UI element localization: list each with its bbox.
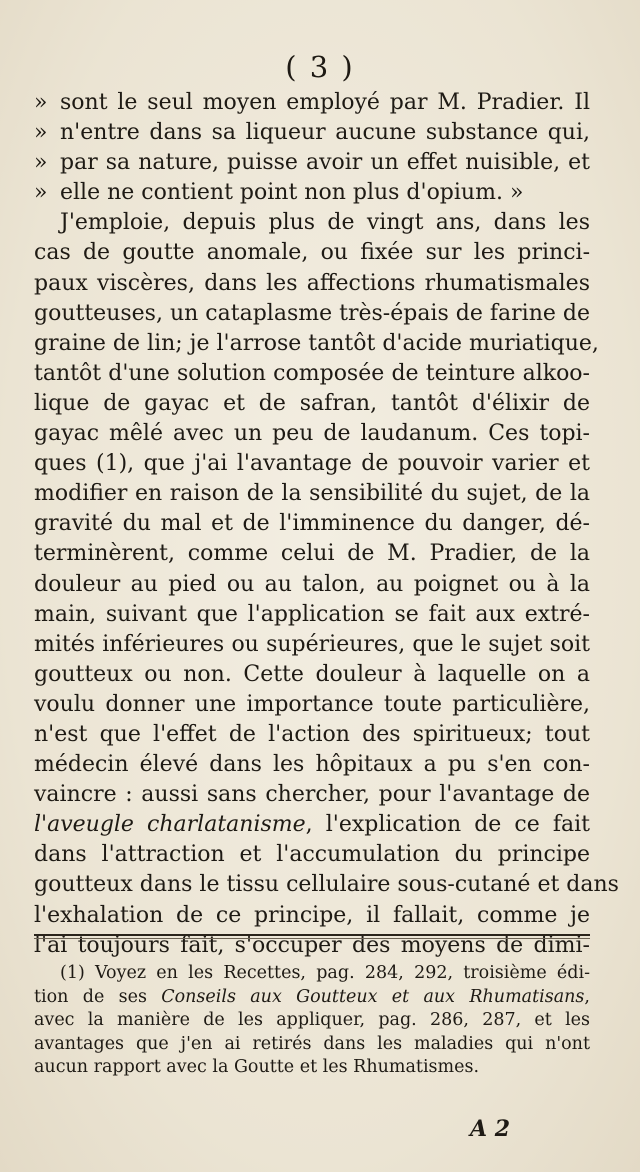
signature-mark: A 2 xyxy=(470,1116,511,1142)
text-line: goutteux dans le tissu cellulaire sous-cutané et dans xyxy=(34,872,619,898)
text-line: l'exhalation de ce principe, il fallait, comme je xyxy=(34,902,590,928)
text-line: graine de lin; je l'arrose tantôt d'acide muriatique, xyxy=(34,330,599,356)
text-line: paux viscères, dans les affections rhumatismales xyxy=(34,270,590,296)
footnote-line: avantages que j'en ai retirés dans les maladies qui n'ont xyxy=(34,1033,590,1054)
text-line: médecin élevé dans les hôpitaux a pu s'en con- xyxy=(34,752,590,778)
text-line: l'ai toujours fait, s'occuper des moyens de dimi- xyxy=(34,932,590,958)
text-line: voulu donner une importance toute particulière, xyxy=(34,691,590,717)
text-line: » n'entre dans sa liqueur aucune substance qui, xyxy=(34,118,590,148)
text-line: main, suivant que l'application se fait aux extré- xyxy=(34,601,590,627)
text-line: J'emploie, depuis plus de vingt ans, dans les xyxy=(60,210,590,236)
text-line: » sont le seul moyen employé par M. Pradier. Il xyxy=(34,88,590,118)
text-line: gravité du mal et de l'imminence du danger, dé- xyxy=(34,511,590,537)
footnote-line: tion de ses Conseils aux Goutteux et aux Rhumatisans, xyxy=(34,986,590,1007)
text-line: lique de gayac et de safran, tantôt d'élixir de xyxy=(34,390,590,416)
quote-mark: » xyxy=(34,150,48,176)
quote-mark: » xyxy=(34,90,48,115)
footnote-line: (1) Voyez en les Recettes, pag. 284, 292, troisième édi- xyxy=(60,963,590,983)
book-title: Conseils aux Goutteux et aux Rhumatisans xyxy=(161,986,585,1007)
text-line: goutteuses, un cataplasme très-épais de farine de xyxy=(34,300,590,326)
quote-mark: » xyxy=(34,120,48,146)
text-line: terminèrent, comme celui de M. Pradier, de la xyxy=(34,541,590,567)
quote-mark: » xyxy=(34,180,48,206)
text-line: l'aveugle charlatanisme, l'explication de ce fait xyxy=(34,812,590,838)
text-line: tantôt d'une solution composée de teinture alkoo- xyxy=(34,360,590,386)
text-line: mités inférieures ou supérieures, que le sujet soit xyxy=(34,631,590,657)
text-line: modifier en raison de la sensibilité du sujet, de la xyxy=(34,481,590,507)
text-line: douleur au pied ou au talon, au poignet ou à la xyxy=(34,571,590,597)
footnote-line: aucun rapport avec la Goutte et les Rhumatismes. xyxy=(34,1057,480,1078)
italic-phrase: l'aveugle charlatanisme xyxy=(34,812,306,838)
text-line: n'est que l'effet de l'action des spiritueux; tout xyxy=(34,721,590,747)
footnote-divider xyxy=(34,934,590,939)
text-line: » par sa nature, puisse avoir un effet nuisible, et xyxy=(34,148,590,178)
footnote-line: avec la manière de les appliquer, pag. 286, 287, et les xyxy=(34,1010,590,1031)
text-line: cas de goutte anomale, ou fixée sur les princi- xyxy=(34,240,590,266)
text-line: dans l'attraction et l'accumulation du principe xyxy=(34,842,590,868)
footnote xyxy=(34,962,590,1080)
page-number: ( 3 ) xyxy=(285,50,355,84)
text-line: ques (1), que j'ai l'avantage de pouvoir varier et xyxy=(34,451,590,477)
body-text xyxy=(34,88,619,961)
text-line: » elle ne contient point non plus d'opium. » xyxy=(34,178,590,208)
text-line: gayac mêlé avec un peu de laudanum. Ces topi- xyxy=(34,421,590,447)
text-line: goutteux ou non. Cette douleur à laquelle on a xyxy=(34,661,590,687)
text-line: vaincre : aussi sans chercher, pour l'avantage de xyxy=(34,782,590,808)
